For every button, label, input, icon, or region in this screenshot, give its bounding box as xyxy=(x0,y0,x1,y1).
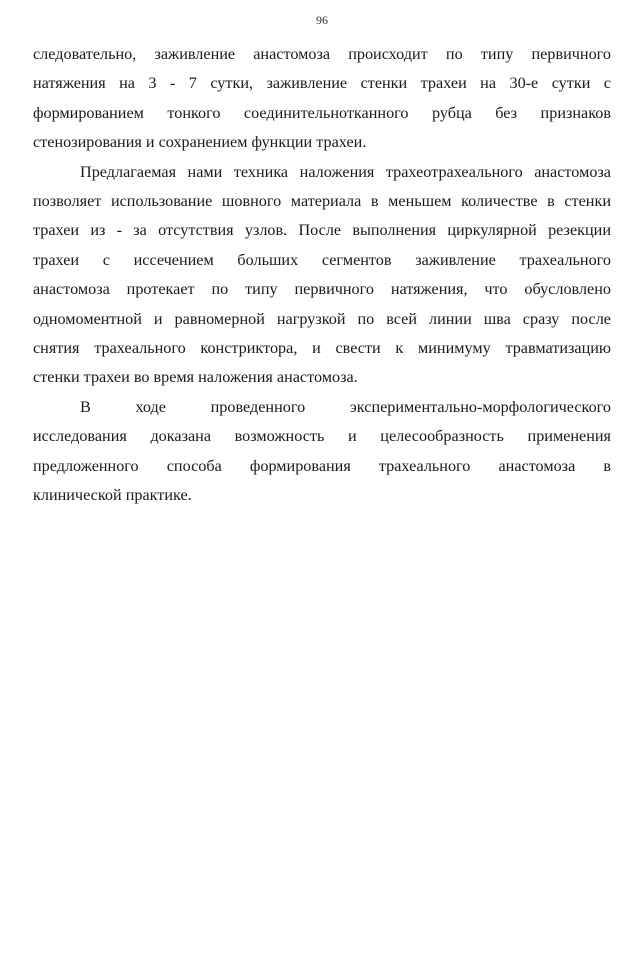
text-line: одномоментной и равномерной нагрузкой по всей линии шва сразу после xyxy=(33,309,611,328)
paragraph-2 xyxy=(33,158,611,393)
text-line: исследования доказана возможность и целесообразность применения xyxy=(33,427,611,446)
text-line: снятия трахеального констриктора, и свести к минимуму травматизацию xyxy=(33,339,611,358)
document-body xyxy=(33,40,611,511)
text-line: В ходе проведенного экспериментально-морфологического xyxy=(80,397,611,416)
text-line: стенозирования и сохранением функции трахеи. xyxy=(33,133,367,152)
text-line: трахеи с иссечением больших сегментов заживление трахеального xyxy=(33,250,611,269)
paragraph-3 xyxy=(33,393,611,511)
page-number: 96 xyxy=(316,13,328,27)
text-line: клинической практике. xyxy=(33,486,192,505)
text-line: предложенного способа формирования трахеального анастомоза в xyxy=(33,456,611,475)
text-line: трахеи из - за отсутствия узлов. После выполнения циркулярной резекции xyxy=(33,221,611,240)
text-line: стенки трахеи во время наложения анастомоза. xyxy=(33,368,358,387)
text-line: позволяет использование шовного материала в меньшем количестве в стенки xyxy=(33,192,611,211)
text-line: Предлагаемая нами техника наложения трахеотрахеального анастомоза xyxy=(80,162,611,181)
text-line: анастомоза протекает по типу первичного натяжения, что обусловлено xyxy=(33,280,611,299)
text-line: формированием тонкого соединительнотканного рубца без признаков xyxy=(33,103,611,122)
paragraph-1 xyxy=(33,40,611,158)
text-line: следовательно, заживление анастомоза происходит по типу первичного xyxy=(33,45,611,63)
text-line: натяжения на 3 - 7 сутки, заживление стенки трахеи на 30-е сутки с xyxy=(33,74,611,93)
